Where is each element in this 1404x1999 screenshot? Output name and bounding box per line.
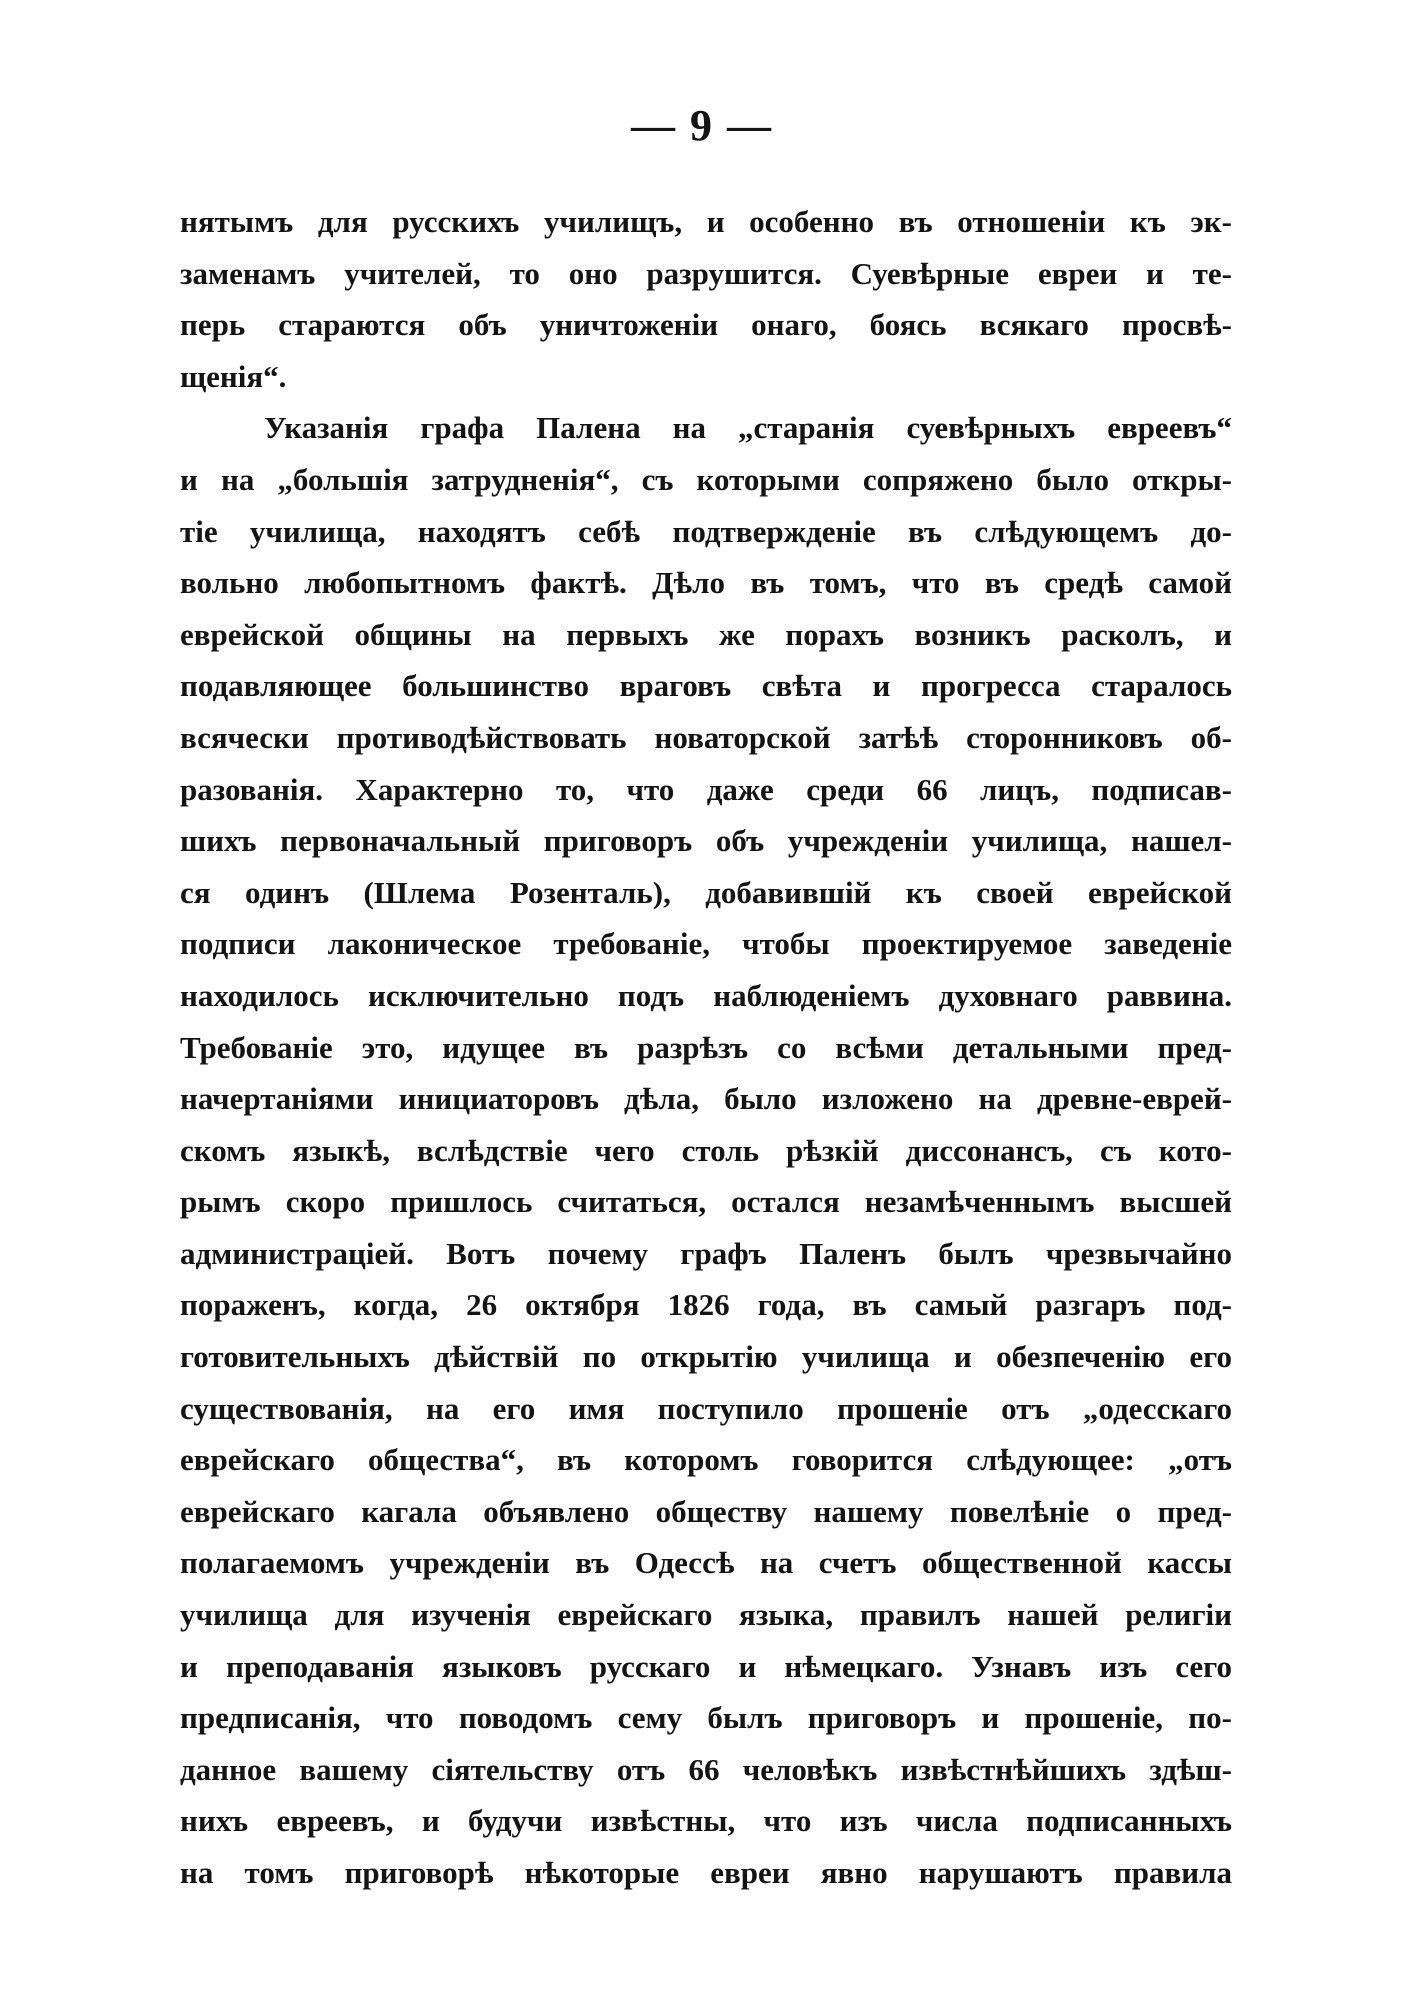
body-text [180, 196, 1232, 1899]
text-line: всячески противодѣйствовать новаторской затѣѣ сторонниковъ об- [180, 719, 1232, 755]
text-line: готовительныхъ дѣйствiй по открытiю училища и обезпеченiю его [180, 1339, 1232, 1375]
text-line: еврейскаго общества“, въ которомъ говорится слѣдующее: „отъ [180, 1442, 1232, 1478]
text-line: данное вашему сiятельству отъ 66 человѣкъ извѣстнѣйшихъ здѣш- [180, 1751, 1232, 1787]
text-line: рымъ скоро пришлось считаться, остался незамѣченнымъ высшей [180, 1184, 1232, 1220]
text-line: и преподаванiя языковъ русскаго и нѣмецкаго. Узнавъ изъ сего [180, 1648, 1232, 1684]
text-line: на томъ приговорѣ нѣкоторые евреи явно нарушаютъ правила [180, 1855, 1232, 1890]
text-line: еврейскаго кагала объявлено обществу нашему повелѣнiе о пред- [180, 1493, 1232, 1529]
text-line: подавляющее большинство враговъ свѣта и прогресса старалось [180, 668, 1232, 704]
text-line: заменамъ учителей, то оно разрушится. Суевѣрные евреи и те- [180, 255, 1232, 291]
page-number: — 9 — [631, 101, 773, 150]
text-line: находилось исключительно подъ наблюденiемъ духовнаго раввина. [180, 977, 1232, 1013]
text-line: училища для изученiя еврейскаго языка, правилъ нашей религiи [180, 1597, 1232, 1633]
paragraph-first-line: Указанiя графа Палена на „старанiя суевѣрныхъ евреевъ“ [264, 410, 1232, 446]
text-line: начертанiями инициаторовъ дѣла, было изложено на древне-еврей- [180, 1081, 1232, 1117]
text-line: еврейской общины на первыхъ же порахъ возникъ расколъ, и [180, 616, 1232, 652]
text-line: предписанiя, что поводомъ сему былъ приговоръ и прошенiе, по- [180, 1700, 1232, 1736]
text-line: администрацiей. Вотъ почему графъ Паленъ былъ чрезвычайно [180, 1235, 1232, 1271]
text-line: щенiя“. [180, 358, 287, 394]
text-line: нихъ евреевъ, и будучи извѣстны, что изъ числа подписанныхъ [180, 1803, 1232, 1839]
text-line: скомъ языкѣ, вслѣдствiе чего столь рѣзкiй диссонансъ, съ кото- [180, 1132, 1232, 1168]
text-line: Требованiе это, идущее въ разрѣзъ со всѣми детальными пред- [180, 1029, 1232, 1065]
text-line: шихъ первоначальный приговоръ объ учрежденiи училища, нашел- [180, 823, 1232, 859]
text-line: пораженъ, когда, 26 октября 1826 года, въ самый разгаръ под- [180, 1287, 1232, 1323]
text-line: и на „большiя затрудненiя“, съ которыми сопряжено было откры- [180, 461, 1232, 497]
text-line: полагаемомъ учрежденiи въ Одессѣ на счетъ общественной кассы [180, 1545, 1232, 1581]
text-line: существованiя, на его имя поступило прошенiе отъ „одесскаго [180, 1390, 1232, 1426]
text-line: нятымъ для русскихъ училищъ, и особенно въ отношенiи къ эк- [180, 204, 1232, 239]
text-line: разованiя. Характерно то, что даже среди 66 лицъ, подписав- [180, 771, 1232, 807]
text-line: подписи лаконическое требованiе, чтобы проектируемое заведенiе [180, 926, 1232, 962]
text-line: перь стараются объ уничтоженiи онаго, боясь всякаго просвѣ- [180, 307, 1232, 343]
text-line: тiе училища, находятъ себѣ подтвержденiе въ слѣдующемъ до- [180, 513, 1232, 549]
text-line: вольно любопытномъ фактѣ. Дѣло въ томъ, что въ средѣ самой [180, 565, 1232, 601]
text-line: ся одинъ (Шлема Розенталь), добавившiй къ своей еврейской [180, 874, 1232, 910]
